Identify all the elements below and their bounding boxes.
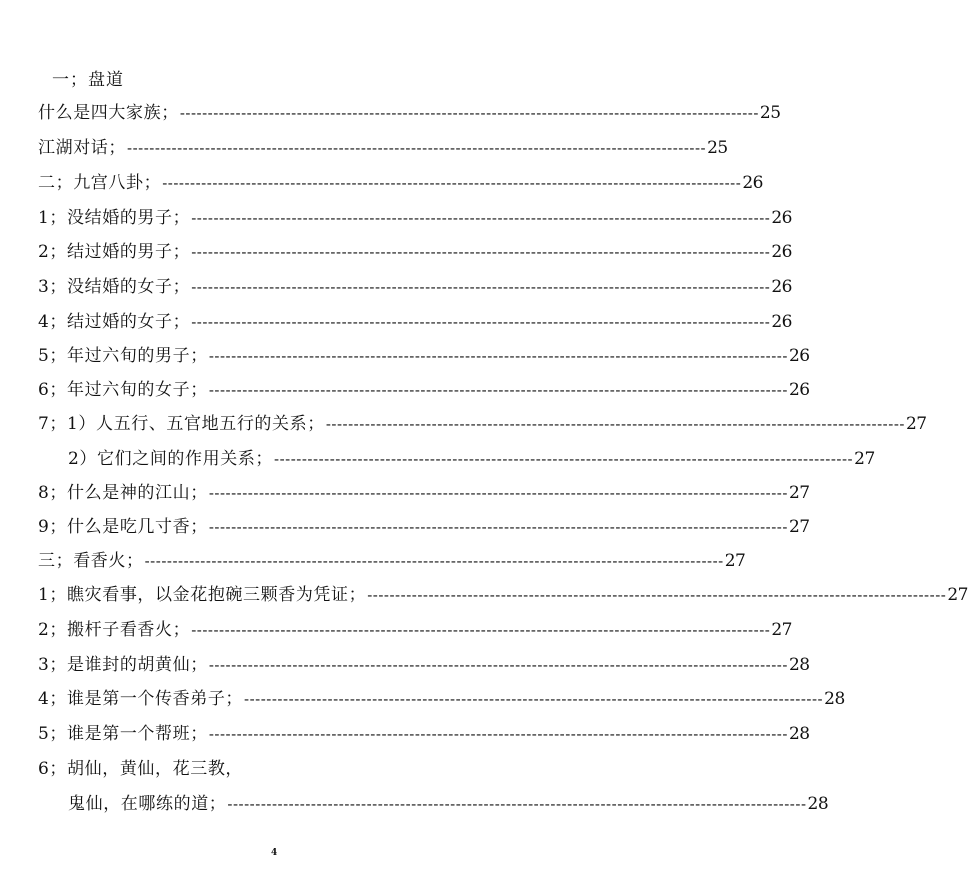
toc-entry-page: 26 (771, 277, 792, 297)
toc-entry-page: 27 (788, 517, 810, 537)
toc-leader: -------------------------------------------------------------------------------------------------------- (208, 518, 788, 536)
toc-entry-label: 二；九宫八卦； (38, 173, 162, 193)
toc-entry (38, 515, 810, 539)
toc-entry-label: 1；没结婚的男子； (38, 208, 191, 228)
toc-leader: -------------------------------------------------------------------------------------------------------- (208, 656, 788, 674)
toc-entry-label: 5；谁是第一个帮班； (38, 724, 208, 744)
toc-entry-page: 28 (788, 655, 810, 675)
toc-entry-page: 27 (788, 483, 810, 503)
toc-entry (68, 447, 875, 471)
toc-entry-label: 3；是谁封的胡黄仙； (38, 655, 208, 675)
toc-entry (38, 136, 728, 160)
toc-leader: -------------------------------------------------------------------------------------------------------- (144, 552, 724, 570)
toc-entry-label: 6；年过六旬的女子； (38, 380, 208, 400)
toc-entry-page: 25 (759, 103, 781, 123)
toc-entry-label: 江湖对话； (38, 138, 126, 158)
toc-entry-page: 26 (771, 208, 792, 228)
toc-entry-label: 4；结过婚的女子； (38, 312, 191, 332)
toc-entry-label: 7；1）人五行、五官地五行的关系； (38, 414, 325, 434)
toc-entry (38, 583, 968, 607)
toc-leader: -------------------------------------------------------------------------------------------------------- (325, 415, 905, 433)
toc-entry-page: 26 (742, 173, 763, 193)
toc-entry-page: 27 (724, 551, 746, 571)
toc-leader: -------------------------------------------------------------------------------------------------------- (191, 621, 771, 639)
toc-entry (38, 653, 810, 677)
toc-entry-page: 26 (788, 346, 810, 366)
toc-leader: -------------------------------------------------------------------------------------------------------- (127, 139, 707, 157)
toc-entry-label: 3；没结婚的女子； (38, 277, 191, 297)
toc-entry-page: 28 (824, 689, 845, 709)
toc-entry-page: 27 (905, 414, 927, 434)
page-number: 4 (271, 848, 278, 858)
toc-entry-page: 25 (707, 138, 728, 158)
toc-entry-label: 1；瞧灾看事，以金花抱碗三颗香为凭证； (38, 585, 367, 605)
toc-entry (38, 240, 792, 264)
toc-leader: -------------------------------------------------------------------------------------------------------- (208, 347, 788, 365)
toc-entry (38, 618, 792, 642)
toc-entry (38, 481, 810, 505)
section-heading: 一；盘道 (52, 70, 124, 90)
toc-entry-page: 28 (788, 724, 810, 744)
toc-entry-label: 4；谁是第一个传香弟子； (38, 689, 244, 709)
toc-entry-label: 鬼仙，在哪练的道； (68, 794, 227, 814)
toc-leader: -------------------------------------------------------------------------------------------------------- (208, 484, 788, 502)
toc-leader: -------------------------------------------------------------------------------------------------------- (274, 450, 854, 468)
toc-entry-label: 6；胡仙，黄仙，花三教， (38, 759, 244, 779)
toc-entry-label: 5；年过六旬的男子； (38, 346, 208, 366)
toc-entry-page: 27 (771, 620, 792, 640)
toc-leader: -------------------------------------------------------------------------------------------------------- (191, 313, 771, 331)
toc-entry-label: 三；看香火； (38, 551, 144, 571)
toc-entry (38, 687, 845, 711)
toc-entry (38, 757, 338, 781)
toc-entry (38, 275, 792, 299)
toc-entry (38, 310, 792, 334)
toc-leader: -------------------------------------------------------------------------------------------------------- (162, 174, 742, 192)
toc-leader: -------------------------------------------------------------------------------------------------------- (179, 104, 759, 122)
toc-leader: -------------------------------------------------------------------------------------------------------- (191, 278, 771, 296)
toc-entry-label: 2）它们之间的作用关系； (68, 449, 274, 469)
toc-entry-label: 什么是四大家族； (38, 103, 179, 123)
toc-entry (38, 412, 927, 436)
toc-entry (38, 344, 810, 368)
toc-entry (38, 171, 763, 195)
toc-entry-label: 8；什么是神的江山； (38, 483, 208, 503)
toc-leader: -------------------------------------------------------------------------------------------------------- (208, 381, 788, 399)
toc-entry (38, 722, 810, 746)
toc-leader: -------------------------------------------------------------------------------------------------------- (244, 690, 824, 708)
toc-entry-page: 27 (947, 585, 968, 605)
toc-entry-label: 2；结过婚的男子； (38, 242, 191, 262)
toc-leader: -------------------------------------------------------------------------------------------------------- (367, 586, 947, 604)
toc-entry (38, 549, 746, 573)
toc-leader: -------------------------------------------------------------------------------------------------------- (208, 725, 788, 743)
toc-leader: -------------------------------------------------------------------------------------------------------- (191, 243, 771, 261)
toc-entry-page: 27 (854, 449, 875, 469)
toc-leader: -------------------------------------------------------------------------------------------------------- (191, 209, 771, 227)
toc-entry-page: 28 (807, 794, 829, 814)
toc-leader: -------------------------------------------------------------------------------------------------------- (227, 795, 807, 813)
toc-entry (38, 206, 792, 230)
toc-entry (38, 378, 810, 402)
toc-entry-label: 2；搬杆子看香火； (38, 620, 191, 640)
toc-entry-label: 9；什么是吃几寸香； (38, 517, 208, 537)
toc-entry-page: 26 (771, 312, 792, 332)
toc-entry (38, 101, 781, 125)
toc-entry (68, 792, 829, 816)
toc-entry-page: 26 (771, 242, 792, 262)
toc-entry-page: 26 (788, 380, 810, 400)
